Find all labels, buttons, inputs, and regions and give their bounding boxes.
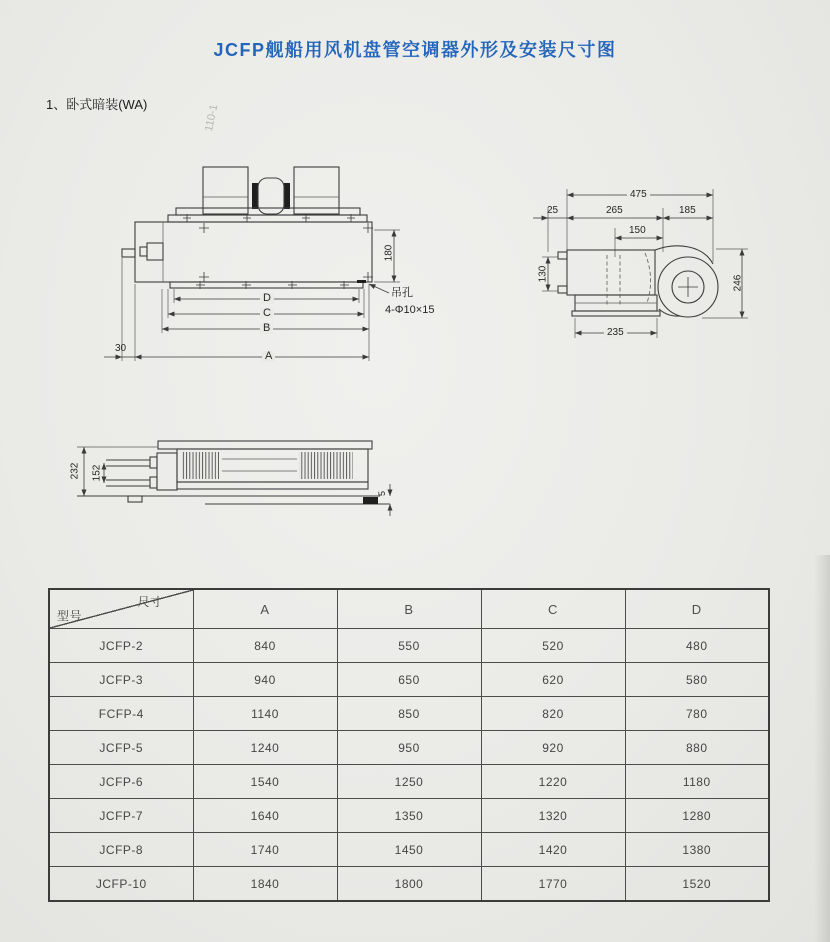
- table-row: [49, 663, 769, 697]
- front-dim-d-label: D: [260, 293, 274, 304]
- corner-diagonal: [50, 590, 193, 628]
- table-col-header-a: A: [193, 589, 337, 629]
- table-row: [49, 629, 769, 663]
- value-cell: 1840: [193, 867, 337, 902]
- front-dim-30-label: 30: [115, 343, 127, 354]
- side-dim-246-label: 246: [732, 274, 744, 292]
- table-col-header-b: B: [337, 589, 481, 629]
- value-cell: 1450: [337, 833, 481, 867]
- model-cell: JCFP-8: [49, 833, 193, 867]
- page-title: JCFP舰船用风机盘管空调器外形及安装尺寸图: [213, 40, 617, 60]
- table-corner-cell: [49, 589, 193, 629]
- value-cell: 550: [337, 629, 481, 663]
- front-dim-b-label: B: [260, 323, 273, 334]
- value-cell: 520: [481, 629, 625, 663]
- table-row: [49, 765, 769, 799]
- side-dim-265-label: 265: [606, 205, 623, 216]
- value-cell: 1350: [337, 799, 481, 833]
- value-cell: 620: [481, 663, 625, 697]
- table-row: [49, 833, 769, 867]
- table-row: [49, 697, 769, 731]
- model-cell: JCFP-2: [49, 629, 193, 663]
- table-row: [49, 799, 769, 833]
- value-cell: 1180: [625, 765, 769, 799]
- bottom-view-drawing: [77, 441, 390, 516]
- corner-label-dim: 尺寸: [137, 595, 163, 609]
- model-cell: JCFP-3: [49, 663, 193, 697]
- model-cell: JCFP-5: [49, 731, 193, 765]
- side-view-drawing: [533, 189, 748, 338]
- model-cell: JCFP-7: [49, 799, 193, 833]
- hole-note-title: 吊孔: [391, 287, 413, 299]
- value-cell: 1280: [625, 799, 769, 833]
- value-cell: 820: [481, 697, 625, 731]
- value-cell: 880: [625, 731, 769, 765]
- model-cell: FCFP-4: [49, 697, 193, 731]
- bottom-dim-232-label: 232: [69, 462, 81, 480]
- table-header-row: [49, 589, 769, 629]
- side-dim-130-label: 130: [537, 265, 549, 283]
- value-cell: 1380: [625, 833, 769, 867]
- front-view-drawing: [104, 167, 400, 361]
- dimension-table: [48, 588, 770, 902]
- side-dim-235-label: 235: [604, 328, 627, 338]
- model-cell: JCFP-10: [49, 867, 193, 902]
- value-cell: 1250: [337, 765, 481, 799]
- table-col-header-d: D: [625, 589, 769, 629]
- table-row: [49, 731, 769, 765]
- side-dim-475-label: 475: [627, 190, 650, 200]
- side-dim-25-label: 25: [547, 205, 559, 216]
- scan-watermark: 110-1: [202, 103, 221, 133]
- value-cell: 850: [337, 697, 481, 731]
- value-cell: 780: [625, 697, 769, 731]
- value-cell: 1540: [193, 765, 337, 799]
- value-cell: 920: [481, 731, 625, 765]
- value-cell: 1320: [481, 799, 625, 833]
- front-dim-180-label: 180: [383, 244, 395, 262]
- value-cell: 1140: [193, 697, 337, 731]
- hole-note-spec: 4-Φ10×15: [385, 304, 435, 316]
- side-dim-150-label: 150: [629, 225, 646, 236]
- value-cell: 840: [193, 629, 337, 663]
- value-cell: 1420: [481, 833, 625, 867]
- front-dim-c-label: C: [260, 308, 274, 319]
- value-cell: 1220: [481, 765, 625, 799]
- model-cell: JCFP-6: [49, 765, 193, 799]
- value-cell: 580: [625, 663, 769, 697]
- table-col-header-c: C: [481, 589, 625, 629]
- section-label: 1、卧式暗装(WA): [46, 97, 148, 112]
- value-cell: 1800: [337, 867, 481, 902]
- bottom-dim-5-label: 5: [377, 490, 388, 497]
- value-cell: 1770: [481, 867, 625, 902]
- front-dim-a-label: A: [262, 351, 275, 362]
- value-cell: 1240: [193, 731, 337, 765]
- value-cell: 650: [337, 663, 481, 697]
- value-cell: 940: [193, 663, 337, 697]
- value-cell: 950: [337, 731, 481, 765]
- bottom-dim-152-label: 152: [91, 464, 103, 482]
- value-cell: 480: [625, 629, 769, 663]
- value-cell: 1520: [625, 867, 769, 902]
- value-cell: 1740: [193, 833, 337, 867]
- side-dim-185-label: 185: [679, 205, 696, 216]
- corner-label-model: 型号: [57, 609, 83, 623]
- table-row: [49, 867, 769, 902]
- value-cell: 1640: [193, 799, 337, 833]
